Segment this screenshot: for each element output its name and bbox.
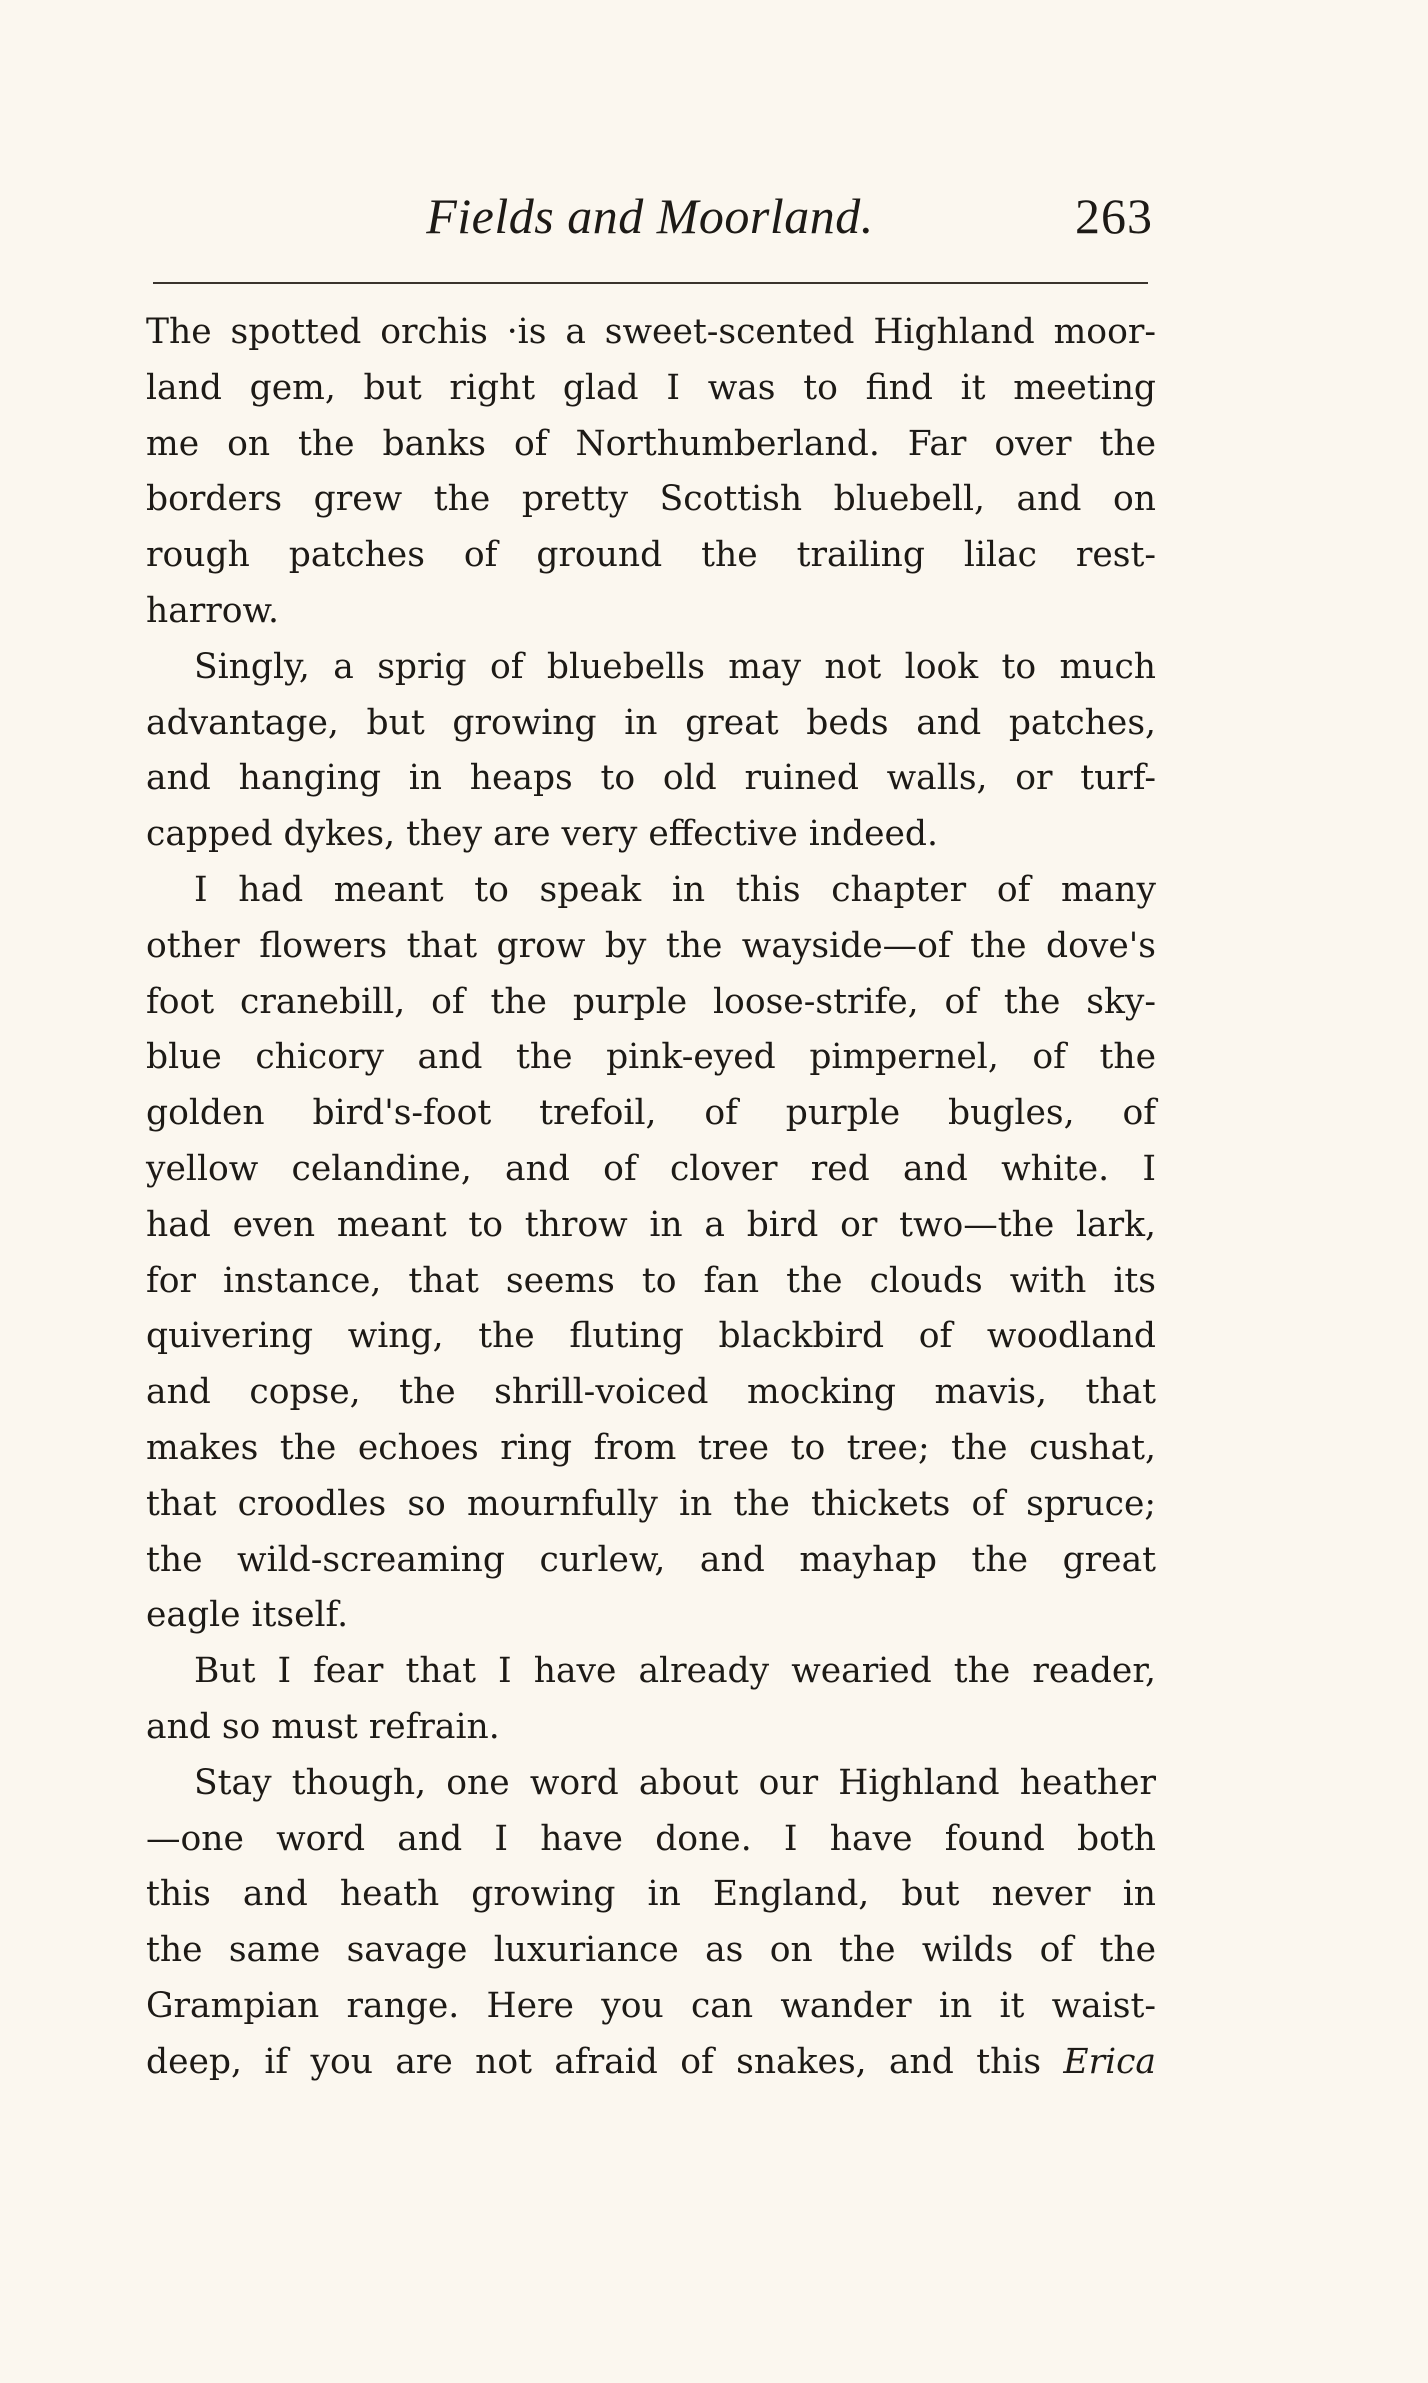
text-line: golden bird's-foot trefoil, of purple bugles, of [146, 1093, 1156, 1134]
text-line: had even meant to throw in a bird or two—the lark, [146, 1204, 1156, 1245]
text-line: the same savage luxuriance as on the wilds of the [146, 1930, 1156, 1971]
text-line: rough patches of ground the trailing lilac rest- [146, 535, 1156, 576]
paragraph-3 [146, 863, 1156, 1644]
text-line: capped dykes, they are very effective indeed. [146, 814, 938, 855]
text-line: harrow. [146, 590, 279, 631]
text-line: me on the banks of Northumberland. Far over the [146, 423, 1156, 464]
text-line: land gem, but right glad I was to find it meeting [146, 367, 1156, 408]
text-line: But I fear that I have already wearied the reader, [194, 1651, 1156, 1692]
text-line: borders grew the pretty Scottish bluebell, and on [146, 479, 1156, 520]
page-number: 263 [1075, 188, 1153, 244]
running-title: Fields and Moorland. [426, 188, 874, 244]
italic-word: Erica [1063, 2041, 1156, 2082]
running-head [147, 186, 1153, 256]
text-line: the wild-screaming curlew, and mayhap the great [146, 1539, 1156, 1580]
paragraph-4 [146, 1644, 1156, 1756]
text-line: for instance, that seems to fan the clouds with its [146, 1260, 1156, 1301]
text-line: The spotted orchis ·is a sweet-scented Highland moor- [146, 312, 1156, 352]
text-line: and hanging in heaps to old ruined walls, or turf- [146, 758, 1156, 799]
header-rule [153, 282, 1148, 284]
paragraph-2 [146, 640, 1156, 863]
text-line: yellow celandine, and of clover red and white. I [146, 1148, 1156, 1189]
text-line: that croodles so mournfully in the thickets of spruce; [146, 1483, 1156, 1524]
text-line: makes the echoes ring from tree to tree; the cushat, [146, 1427, 1156, 1468]
text-line: other flowers that grow by the wayside—of the dove's [146, 925, 1156, 966]
text-line: eagle itself. [146, 1595, 349, 1636]
text-line: advantage, but growing in great beds and patches, [146, 702, 1156, 743]
text-line: Stay though, one word about our Highland heather [194, 1762, 1156, 1803]
text-line: quivering wing, the fluting blackbird of woodland [146, 1316, 1156, 1357]
body-text [146, 305, 1156, 2091]
text-line: —one word and I have done. I have found both [146, 1818, 1156, 1859]
text-line: blue chicory and the pink-eyed pimpernel, of the [146, 1037, 1156, 1078]
text-line: I had meant to speak in this chapter of many [194, 869, 1156, 910]
text-line: Singly, a sprig of bluebells may not look to much [194, 646, 1156, 687]
text-line: foot cranebill, of the purple loose-strife, of the sky- [146, 981, 1156, 1022]
text-line: this and heath growing in England, but never in [146, 1874, 1156, 1915]
text-line: and so must refrain. [146, 1706, 500, 1747]
text-segment: deep, if you are not afraid of snakes, and this [146, 2041, 1042, 2082]
text-line-with-italic [146, 2035, 1156, 2091]
paragraph-1 [146, 305, 1156, 640]
text-line: Grampian range. Here you can wander in it waist- [146, 1985, 1156, 2026]
paragraph-5 [146, 1756, 1156, 2091]
text-line: and copse, the shrill-voiced mocking mavis, that [146, 1372, 1156, 1413]
